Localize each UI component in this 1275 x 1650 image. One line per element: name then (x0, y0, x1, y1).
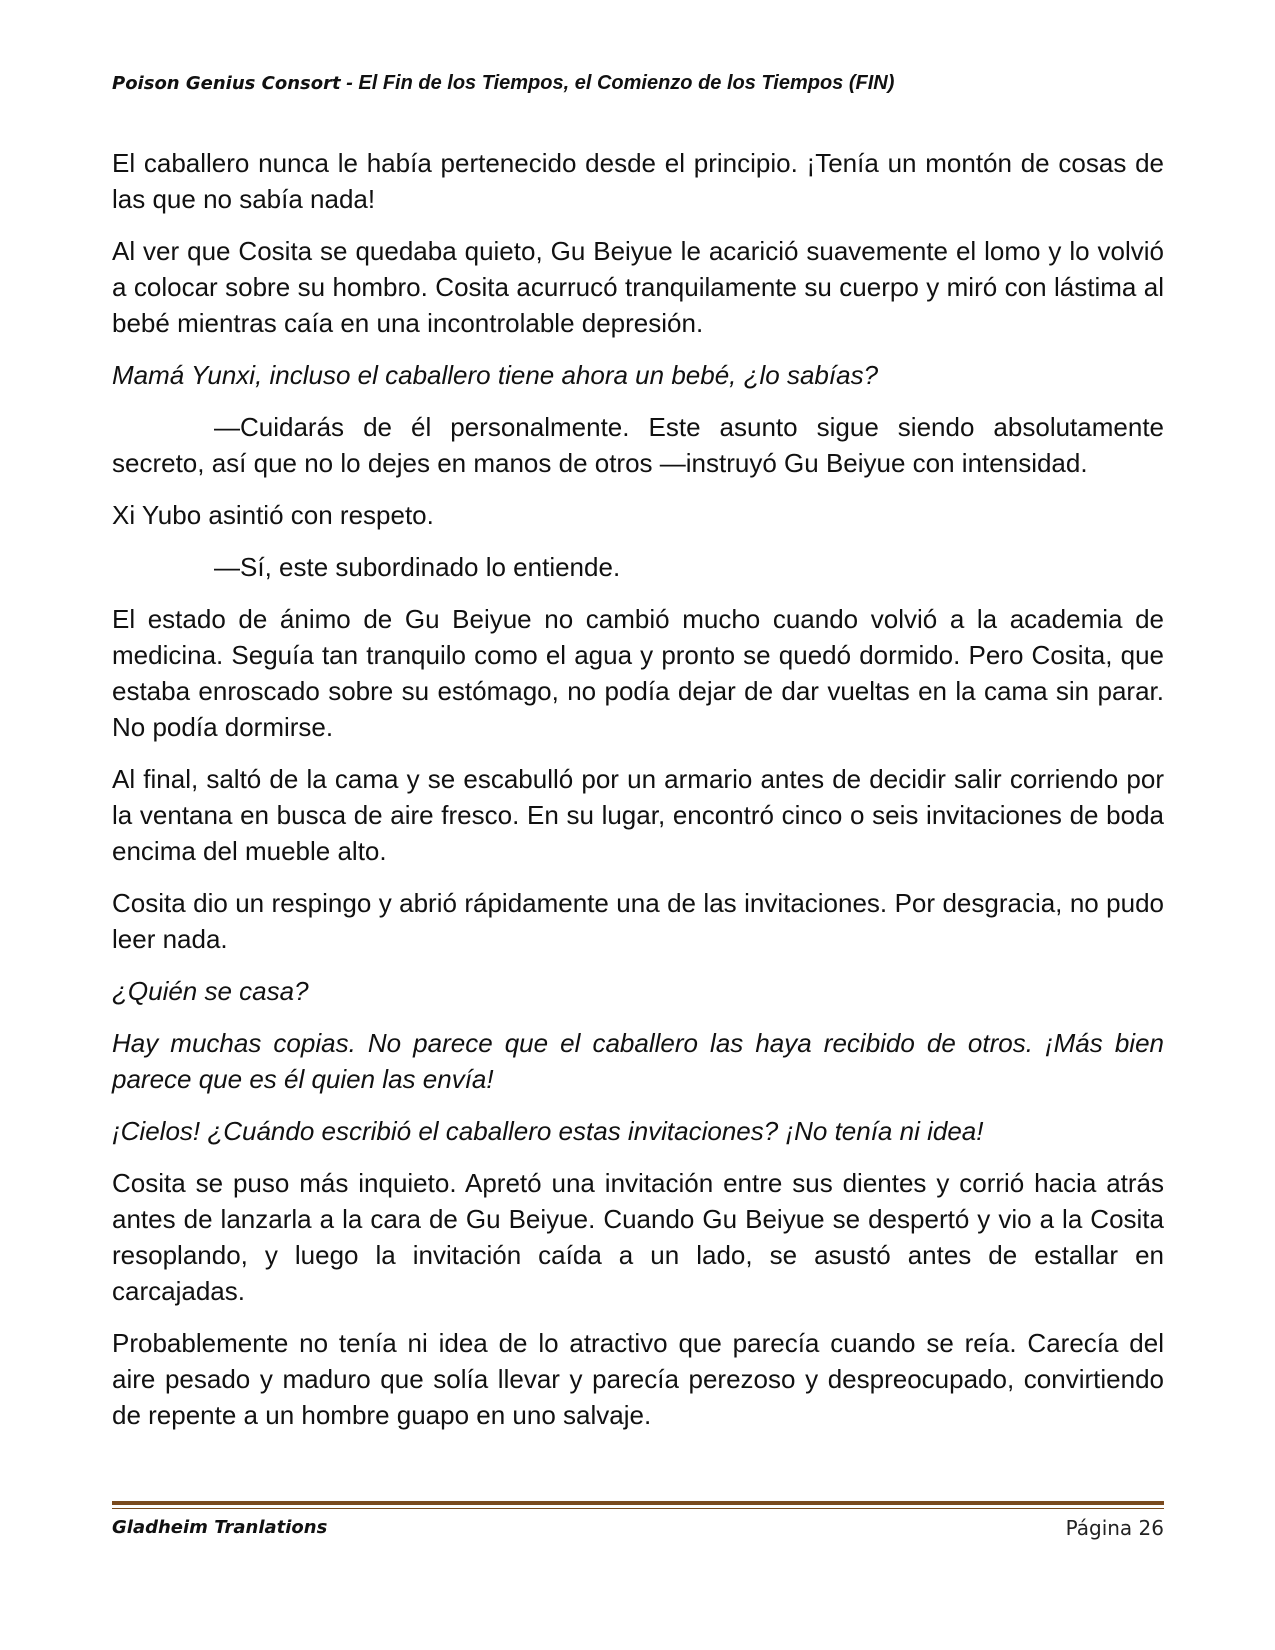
paragraph: Probablemente no tenía ni idea de lo atractivo que parecía cuando se reía. Carecía del aire pesado y maduro que solía llevar y parecía perezoso y despreocupado, convirtiendo de repente a un hombre guapo en uno salvaje. (112, 1328, 1164, 1430)
footer-divider (112, 1501, 1164, 1505)
paragraph: Al final, saltó de la cama y se escabulló por un armario antes de decidir salir corriendo por la ventana en busca de aire fresco. En su lugar, encontró cinco o seis invitaciones de boda encima del mueble alto. (112, 764, 1164, 866)
novel-title: Poison Genius Consort (112, 73, 341, 94)
footer-divider-thin (112, 1508, 1164, 1509)
footer-translator: Gladheim Tranlations (112, 1517, 328, 1538)
paragraph: Al ver que Cosita se quedaba quieto, Gu Beiyue le acarició suavemente el lomo y lo volvió a colocar sobre su hombro. Cosita acurrucó tranquilamente su cuerpo y miró con lástima al bebé mientras caía en una incontrolable depresión. (112, 236, 1164, 338)
page-number: Página 26 (1065, 1516, 1164, 1540)
paragraph: El caballero nunca le había pertenecido desde el principio. ¡Tenía un montón de cosas de las que no sabía nada! (112, 148, 1164, 214)
page-header (112, 72, 1162, 95)
header-separator: - (340, 72, 359, 94)
paragraph: Cosita dio un respingo y abrió rápidamente una de las invitaciones. Por desgracia, no pudo leer nada. (112, 888, 1164, 954)
paragraph: El estado de ánimo de Gu Beiyue no cambió mucho cuando volvió a la academia de medicina. Seguía tan tranquilo como el agua y pronto se quedó dormido. Pero Cosita, que estaba enroscado sobre su estómago, no podía dejar de dar vueltas en la cama sin parar. No podía dormirse. (112, 604, 1164, 742)
paragraph: Cosita se puso más inquieto. Apretó una invitación entre sus dientes y corrió hacia atrás antes de lanzarla a la cara de Gu Beiyue. Cuando Gu Beiyue se despertó y vio a la Cosita resoplando, y luego la invitación caída a un lado, se asustó antes de estallar en carcajadas. (112, 1168, 1164, 1306)
dialogue-paragraph: —Cuidarás de él personalmente. Este asunto sigue siendo absolutamente secreto, así que no lo dejes en manos de otros —instruyó Gu Beiyue con intensidad. (112, 412, 1164, 478)
chapter-title: El Fin de los Tiempos, el Comienzo de los Tiempos (FIN) (358, 72, 895, 94)
body-text (112, 145, 1164, 1449)
thought-paragraph: Hay muchas copias. No parece que el caballero las haya recibido de otros. ¡Más bien parece que es él quien las envía! (112, 1028, 1164, 1094)
paragraph: Xi Yubo asintió con respeto. (112, 500, 434, 530)
thought-paragraph: ¡Cielos! ¿Cuándo escribió el caballero estas invitaciones? ¡No tenía ni idea! (112, 1116, 984, 1146)
dialogue-paragraph: —Sí, este subordinado lo entiende. (214, 552, 621, 582)
thought-paragraph: Mamá Yunxi, incluso el caballero tiene ahora un bebé, ¿lo sabías? (112, 360, 879, 390)
thought-paragraph: ¿Quién se casa? (112, 976, 309, 1006)
